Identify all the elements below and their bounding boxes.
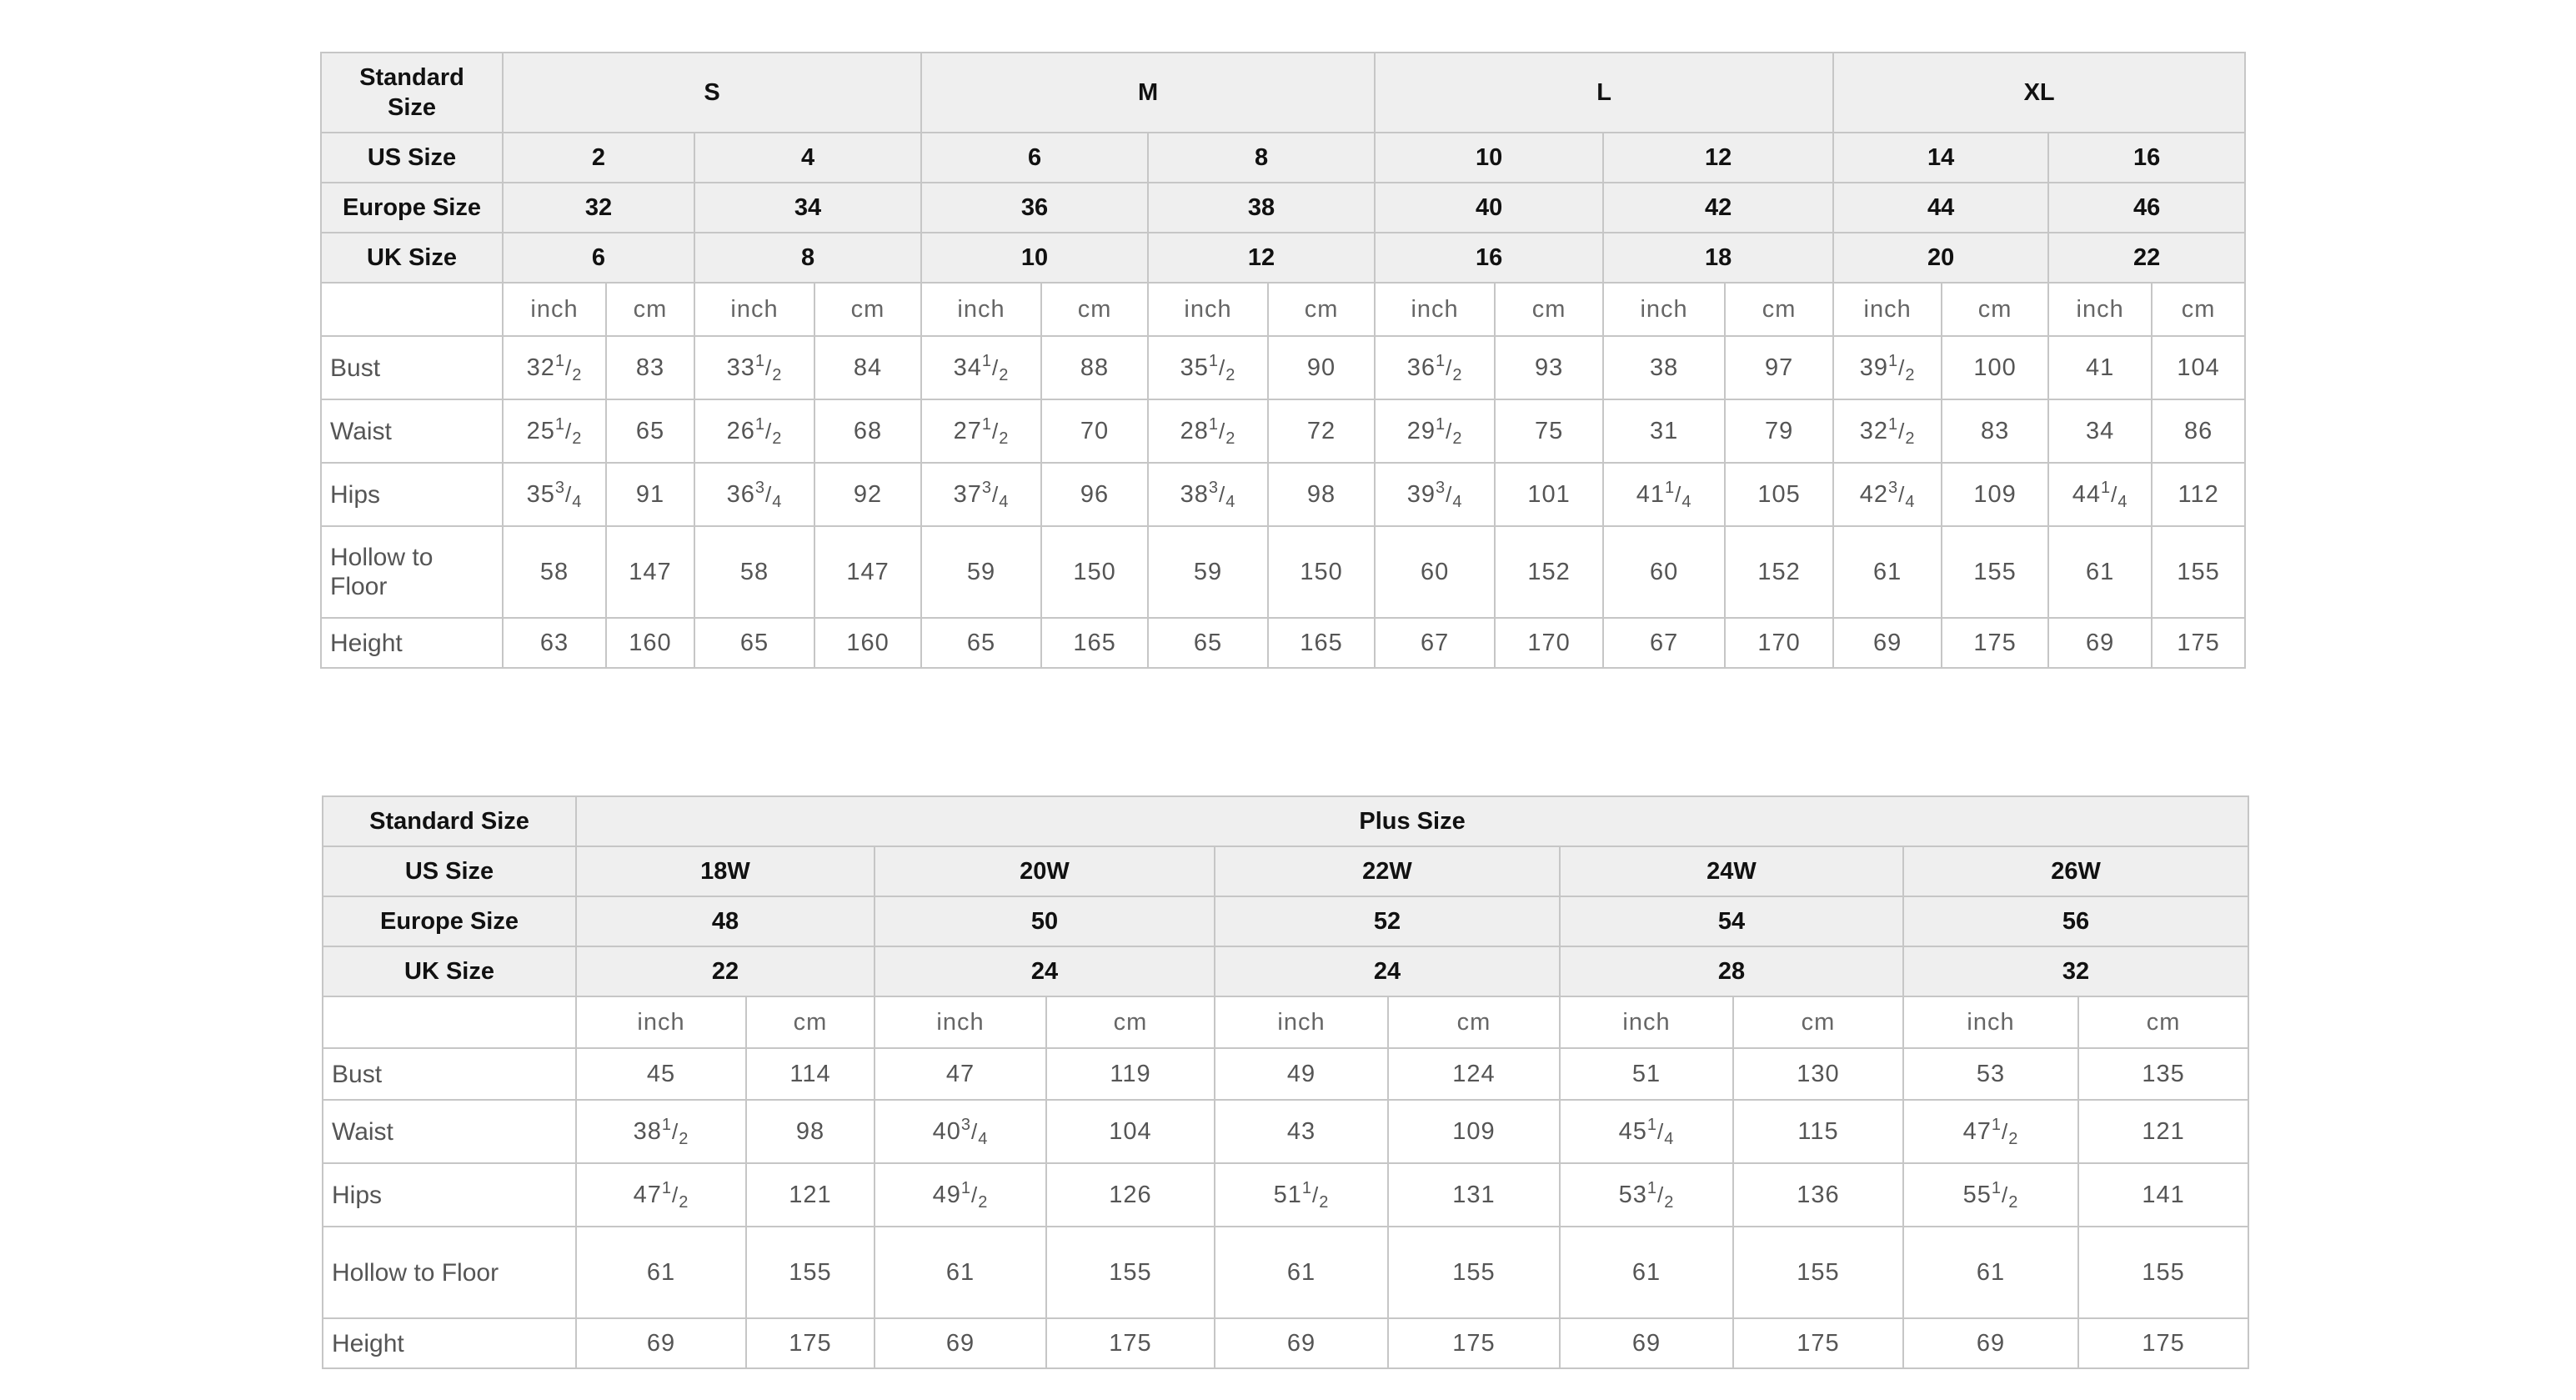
size-value: 6 xyxy=(503,233,694,283)
measurement-value: 61 xyxy=(875,1227,1046,1318)
measurement-row-bust xyxy=(323,1048,2248,1100)
measurement-value: $55^1/_2$ xyxy=(1903,1163,2078,1227)
measurement-value: $39^1/_2$ xyxy=(1833,336,1942,399)
measurement-value: $35^1/_2$ xyxy=(1148,336,1268,399)
measurement-value: 98 xyxy=(746,1100,875,1163)
measurement-value: 45 xyxy=(576,1048,746,1100)
measurement-row-waist xyxy=(323,1100,2248,1163)
measurement-value: 104 xyxy=(2152,336,2245,399)
unit-inch: inch xyxy=(1148,283,1268,336)
measurement-value: 130 xyxy=(1733,1048,1903,1100)
measurement-value: 101 xyxy=(1495,463,1603,526)
size-value: 18 xyxy=(1603,233,1833,283)
size-value: 2 xyxy=(503,133,694,183)
measurement-value: 175 xyxy=(1046,1318,1215,1368)
size-value: 56 xyxy=(1903,896,2248,946)
measurement-row-bust xyxy=(321,336,2245,399)
unit-inch: inch xyxy=(503,283,606,336)
measurement-value: 165 xyxy=(1041,618,1148,668)
size-value: 18W xyxy=(576,846,875,896)
size-value: 24W xyxy=(1560,846,1903,896)
measurement-value: 121 xyxy=(2078,1100,2248,1163)
measurement-value: $29^1/_2$ xyxy=(1375,399,1495,463)
measurement-value: 61 xyxy=(1215,1227,1388,1318)
measurement-value: 65 xyxy=(606,399,694,463)
measurement-label: Hollow to Floor xyxy=(323,1227,576,1318)
measurement-value: 98 xyxy=(1268,463,1375,526)
measurement-value: 59 xyxy=(1148,526,1268,618)
size-row-label: US Size xyxy=(321,133,503,183)
measurement-value: 121 xyxy=(746,1163,875,1227)
measurement-value: 75 xyxy=(1495,399,1603,463)
size-value: 20 xyxy=(1833,233,2048,283)
measurement-value: 69 xyxy=(1903,1318,2078,1368)
measurement-value: 119 xyxy=(1046,1048,1215,1100)
measurement-value: $38^1/_2$ xyxy=(576,1100,746,1163)
unit-cm: cm xyxy=(1733,996,1903,1048)
measurement-value: $53^1/_2$ xyxy=(1560,1163,1733,1227)
measurement-value: $38^3/_4$ xyxy=(1148,463,1268,526)
measurement-value: 93 xyxy=(1495,336,1603,399)
measurement-value: 109 xyxy=(1388,1100,1560,1163)
unit-inch: inch xyxy=(875,996,1046,1048)
size-row-us-size xyxy=(323,846,2248,896)
measurement-value: 155 xyxy=(1388,1227,1560,1318)
units-row-blank xyxy=(321,283,503,336)
measurement-row-hollow-to-floor xyxy=(321,526,2245,618)
size-value: 54 xyxy=(1560,896,1903,946)
size-value: 4 xyxy=(694,133,921,183)
measurement-value: 58 xyxy=(503,526,606,618)
measurement-value: 155 xyxy=(746,1227,875,1318)
unit-cm: cm xyxy=(1942,283,2048,336)
measurement-value: 83 xyxy=(1942,399,2048,463)
measurement-value: 65 xyxy=(921,618,1041,668)
measurement-value: 150 xyxy=(1041,526,1148,618)
measurement-label: Hollow to Floor xyxy=(321,526,503,618)
measurement-value: 160 xyxy=(814,618,921,668)
measurement-value: 67 xyxy=(1603,618,1725,668)
measurement-value: 61 xyxy=(576,1227,746,1318)
measurement-row-height xyxy=(323,1318,2248,1368)
measurement-value: 79 xyxy=(1725,399,1833,463)
unit-inch: inch xyxy=(1903,996,2078,1048)
unit-inch: inch xyxy=(2048,283,2152,336)
standard-size-label: Standard Size xyxy=(321,53,503,133)
measurement-value: $28^1/_2$ xyxy=(1148,399,1268,463)
unit-inch: inch xyxy=(1560,996,1733,1048)
measurement-value: 115 xyxy=(1733,1100,1903,1163)
measurement-value: 63 xyxy=(503,618,606,668)
measurement-value: 88 xyxy=(1041,336,1148,399)
measurement-value: 97 xyxy=(1725,336,1833,399)
unit-inch: inch xyxy=(1603,283,1725,336)
size-group-l: L xyxy=(1375,53,1833,133)
size-row-uk-size xyxy=(321,233,2245,283)
measurement-value: 69 xyxy=(1560,1318,1733,1368)
measurement-value: 90 xyxy=(1268,336,1375,399)
measurement-value: $51^1/_2$ xyxy=(1215,1163,1388,1227)
size-value: 42 xyxy=(1603,183,1833,233)
size-row-europe-size xyxy=(321,183,2245,233)
size-value: 24 xyxy=(875,946,1215,996)
measurement-value: 124 xyxy=(1388,1048,1560,1100)
measurement-value: 170 xyxy=(1725,618,1833,668)
measurement-value: $37^3/_4$ xyxy=(921,463,1041,526)
size-value: 36 xyxy=(921,183,1148,233)
size-value: 32 xyxy=(503,183,694,233)
size-value: 8 xyxy=(694,233,921,283)
size-value: 44 xyxy=(1833,183,2048,233)
unit-inch: inch xyxy=(1375,283,1495,336)
measurement-value: 136 xyxy=(1733,1163,1903,1227)
size-row-label: UK Size xyxy=(321,233,503,283)
size-value: 20W xyxy=(875,846,1215,896)
measurement-value: 155 xyxy=(2152,526,2245,618)
measurement-value: 170 xyxy=(1495,618,1603,668)
size-value: 26W xyxy=(1903,846,2248,896)
measurement-value: 126 xyxy=(1046,1163,1215,1227)
measurement-value: 175 xyxy=(746,1318,875,1368)
size-group-row xyxy=(323,796,2248,846)
measurement-value: 150 xyxy=(1268,526,1375,618)
measurement-value: 70 xyxy=(1041,399,1148,463)
measurement-value: 114 xyxy=(746,1048,875,1100)
measurement-value: 175 xyxy=(1733,1318,1903,1368)
measurement-value: $32^1/_2$ xyxy=(1833,399,1942,463)
measurement-value: 53 xyxy=(1903,1048,2078,1100)
measurement-value: 147 xyxy=(606,526,694,618)
size-value: 40 xyxy=(1375,183,1603,233)
measurement-label: Bust xyxy=(321,336,503,399)
measurement-value: 69 xyxy=(1833,618,1942,668)
unit-cm: cm xyxy=(2078,996,2248,1048)
measurement-value: 105 xyxy=(1725,463,1833,526)
measurement-value: 59 xyxy=(921,526,1041,618)
unit-cm: cm xyxy=(746,996,875,1048)
measurement-value: $39^3/_4$ xyxy=(1375,463,1495,526)
size-value: 34 xyxy=(694,183,921,233)
measurement-value: 34 xyxy=(2048,399,2152,463)
measurement-value: 152 xyxy=(1495,526,1603,618)
measurement-value: 175 xyxy=(1388,1318,1560,1368)
size-value: 52 xyxy=(1215,896,1560,946)
measurement-value: 155 xyxy=(1046,1227,1215,1318)
measurement-value: $35^3/_4$ xyxy=(503,463,606,526)
unit-cm: cm xyxy=(2152,283,2245,336)
size-value: 8 xyxy=(1148,133,1375,183)
measurement-value: 41 xyxy=(2048,336,2152,399)
measurement-value: $41^1/_4$ xyxy=(1603,463,1725,526)
measurement-label: Waist xyxy=(323,1100,576,1163)
measurement-value: 65 xyxy=(694,618,814,668)
measurement-label: Bust xyxy=(323,1048,576,1100)
measurement-value: 96 xyxy=(1041,463,1148,526)
measurement-value: 49 xyxy=(1215,1048,1388,1100)
measurement-value: 72 xyxy=(1268,399,1375,463)
measurement-label: Height xyxy=(323,1318,576,1368)
measurement-row-waist xyxy=(321,399,2245,463)
measurement-value: 155 xyxy=(1733,1227,1903,1318)
unit-cm: cm xyxy=(1388,996,1560,1048)
measurement-value: 91 xyxy=(606,463,694,526)
measurement-value: 175 xyxy=(2152,618,2245,668)
measurement-value: 160 xyxy=(606,618,694,668)
size-row-label: UK Size xyxy=(323,946,576,996)
measurement-label: Hips xyxy=(321,463,503,526)
measurement-value: 135 xyxy=(2078,1048,2248,1100)
size-value: 24 xyxy=(1215,946,1560,996)
size-group-xl: XL xyxy=(1833,53,2245,133)
measurement-value: $36^1/_2$ xyxy=(1375,336,1495,399)
plus-size-group: Plus Size xyxy=(576,796,2248,846)
unit-inch: inch xyxy=(1215,996,1388,1048)
size-group-row xyxy=(321,53,2245,133)
measurement-value: $36^3/_4$ xyxy=(694,463,814,526)
measurement-value: 31 xyxy=(1603,399,1725,463)
measurement-value: 47 xyxy=(875,1048,1046,1100)
size-row-us-size xyxy=(321,133,2245,183)
size-row-label: Europe Size xyxy=(321,183,503,233)
measurement-row-hips xyxy=(323,1163,2248,1227)
measurement-value: 61 xyxy=(2048,526,2152,618)
unit-inch: inch xyxy=(576,996,746,1048)
measurement-value: 104 xyxy=(1046,1100,1215,1163)
measurement-value: 61 xyxy=(1560,1227,1733,1318)
size-value: 46 xyxy=(2048,183,2245,233)
size-value: 14 xyxy=(1833,133,2048,183)
size-value: 16 xyxy=(2048,133,2245,183)
measurement-value: 61 xyxy=(1903,1227,2078,1318)
measurement-value: 43 xyxy=(1215,1100,1388,1163)
size-row-label: US Size xyxy=(323,846,576,896)
size-value: 22 xyxy=(576,946,875,996)
measurement-value: 112 xyxy=(2152,463,2245,526)
size-row-europe-size xyxy=(323,896,2248,946)
measurement-row-hollow-to-floor xyxy=(323,1227,2248,1318)
unit-cm: cm xyxy=(1046,996,1215,1048)
measurement-row-hips xyxy=(321,463,2245,526)
measurement-value: $40^3/_4$ xyxy=(875,1100,1046,1163)
measurement-label: Waist xyxy=(321,399,503,463)
measurement-value: 69 xyxy=(2048,618,2152,668)
measurement-value: 61 xyxy=(1833,526,1942,618)
measurement-label: Height xyxy=(321,618,503,668)
measurement-value: 84 xyxy=(814,336,921,399)
unit-inch: inch xyxy=(694,283,814,336)
measurement-value: $47^1/_2$ xyxy=(1903,1100,2078,1163)
size-group-m: M xyxy=(921,53,1375,133)
size-value: 22 xyxy=(2048,233,2245,283)
measurement-value: $33^1/_2$ xyxy=(694,336,814,399)
unit-inch: inch xyxy=(1833,283,1942,336)
measurement-value: 155 xyxy=(2078,1227,2248,1318)
size-value: 12 xyxy=(1603,133,1833,183)
measurement-value: 141 xyxy=(2078,1163,2248,1227)
measurement-label: Hips xyxy=(323,1163,576,1227)
measurement-value: 165 xyxy=(1268,618,1375,668)
size-group-s: S xyxy=(503,53,921,133)
standard-size-label: Standard Size xyxy=(323,796,576,846)
size-row-uk-size xyxy=(323,946,2248,996)
measurement-value: 175 xyxy=(1942,618,2048,668)
size-value: 28 xyxy=(1560,946,1903,996)
measurement-value: 65 xyxy=(1148,618,1268,668)
measurement-value: 68 xyxy=(814,399,921,463)
measurement-value: 83 xyxy=(606,336,694,399)
measurement-value: 147 xyxy=(814,526,921,618)
measurement-value: 67 xyxy=(1375,618,1495,668)
measurement-value: 69 xyxy=(576,1318,746,1368)
measurement-value: $26^1/_2$ xyxy=(694,399,814,463)
size-value: 6 xyxy=(921,133,1148,183)
size-value: 50 xyxy=(875,896,1215,946)
measurement-value: 155 xyxy=(1942,526,2048,618)
measurement-value: 51 xyxy=(1560,1048,1733,1100)
measurement-value: 100 xyxy=(1942,336,2048,399)
size-value: 48 xyxy=(576,896,875,946)
measurement-value: 58 xyxy=(694,526,814,618)
measurement-value: 60 xyxy=(1375,526,1495,618)
measurement-value: 131 xyxy=(1388,1163,1560,1227)
measurement-row-height xyxy=(321,618,2245,668)
measurement-value: $34^1/_2$ xyxy=(921,336,1041,399)
measurement-value: $47^1/_2$ xyxy=(576,1163,746,1227)
size-value: 16 xyxy=(1375,233,1603,283)
measurement-value: 60 xyxy=(1603,526,1725,618)
measurement-value: $49^1/_2$ xyxy=(875,1163,1046,1227)
measurement-value: 69 xyxy=(1215,1318,1388,1368)
measurement-value: $32^1/_2$ xyxy=(503,336,606,399)
measurement-value: 152 xyxy=(1725,526,1833,618)
units-row xyxy=(323,996,2248,1048)
measurement-value: 109 xyxy=(1942,463,2048,526)
measurement-value: $44^1/_4$ xyxy=(2048,463,2152,526)
measurement-value: $25^1/_2$ xyxy=(503,399,606,463)
size-value: 22W xyxy=(1215,846,1560,896)
unit-cm: cm xyxy=(1041,283,1148,336)
size-value: 10 xyxy=(1375,133,1603,183)
measurement-value: 38 xyxy=(1603,336,1725,399)
unit-cm: cm xyxy=(1495,283,1603,336)
size-value: 38 xyxy=(1148,183,1375,233)
unit-cm: cm xyxy=(1725,283,1833,336)
size-value: 12 xyxy=(1148,233,1375,283)
measurement-value: $27^1/_2$ xyxy=(921,399,1041,463)
size-value: 10 xyxy=(921,233,1148,283)
measurement-value: 175 xyxy=(2078,1318,2248,1368)
measurement-value: $42^3/_4$ xyxy=(1833,463,1942,526)
unit-inch: inch xyxy=(921,283,1041,336)
measurement-value: $45^1/_4$ xyxy=(1560,1100,1733,1163)
unit-cm: cm xyxy=(1268,283,1375,336)
measurement-value: 92 xyxy=(814,463,921,526)
standard-size-table xyxy=(320,52,2246,669)
measurement-value: 69 xyxy=(875,1318,1046,1368)
units-row-blank xyxy=(323,996,576,1048)
units-row xyxy=(321,283,2245,336)
unit-cm: cm xyxy=(814,283,921,336)
size-row-label: Europe Size xyxy=(323,896,576,946)
plus-size-table xyxy=(322,795,2249,1369)
size-value: 32 xyxy=(1903,946,2248,996)
unit-cm: cm xyxy=(606,283,694,336)
measurement-value: 86 xyxy=(2152,399,2245,463)
